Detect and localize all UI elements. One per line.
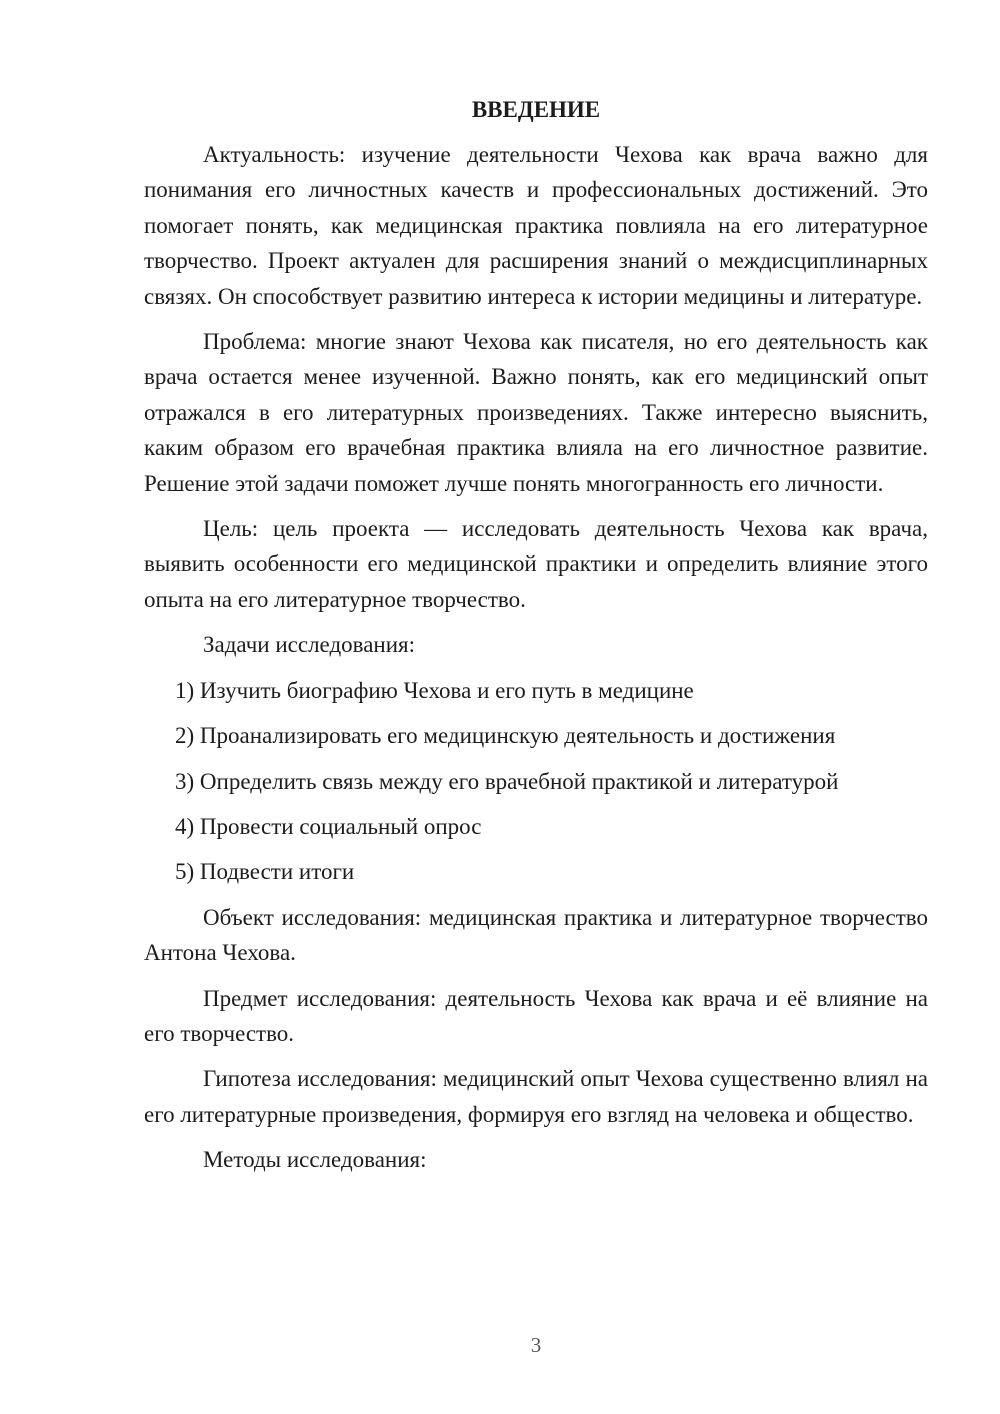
paragraph-goal: Цель: цель проекта — исследовать деятельность Чехова как врача, выявить особенности его медицинской практики и определить влияние этого опыта на его литературное творчество. — [144, 516, 928, 612]
paragraph-relevance: Актуальность: изучение деятельности Чехова как врача важно для понимания его личностных качеств и профессиональных достижений. Это помогает понять, как медицинская практика повлияла на его литературное творчество. Проект актуален для расширения знаний о междисциплинарных связях. Он способствует развитию интереса к истории медицины и литературе. — [144, 142, 928, 309]
page-number: 3 — [530, 1333, 542, 1357]
page-content — [144, 92, 928, 1188]
paragraph-object: Объект исследования: медицинская практика и литературное творчество Антона Чехова. — [144, 904, 928, 966]
task-item: 1) Изучить биографию Чехова и его путь в медицине — [175, 677, 694, 703]
task-item: 3) Определить связь между его врачебной практикой и литературой — [175, 768, 839, 794]
paragraph-hypothesis: Гипотеза исследования: медицинский опыт Чехова существенно влиял на его литературные произведения, формируя его взгляд на человека и общество. — [144, 1066, 928, 1127]
task-item: 2) Проанализировать его медицинскую деятельность и достижения — [175, 723, 836, 749]
task-item: 4) Провести социальный опрос — [175, 813, 482, 839]
methods-title: Методы исследования: — [203, 1147, 427, 1173]
task-item: 5) Подвести итоги — [175, 859, 355, 885]
tasks-title: Задачи исследования: — [203, 632, 416, 658]
paragraph-subject: Предмет исследования: деятельность Чехова как врача и её влияние на его творчество. — [144, 985, 928, 1046]
section-heading: ВВЕДЕНИЕ — [471, 97, 601, 122]
tasks-list — [144, 673, 928, 890]
paragraph-problem: Проблема: многие знают Чехова как писателя, но его деятельность как врача остается менее изученной. Важно понять, как его медицинский опыт отражался в его литературных произведениях. Также интересно выяснить, каким образом его врачебная практика влияла на его личностное развитие. Решение этой задачи поможет лучше понять многогранность его личности. — [144, 329, 928, 496]
